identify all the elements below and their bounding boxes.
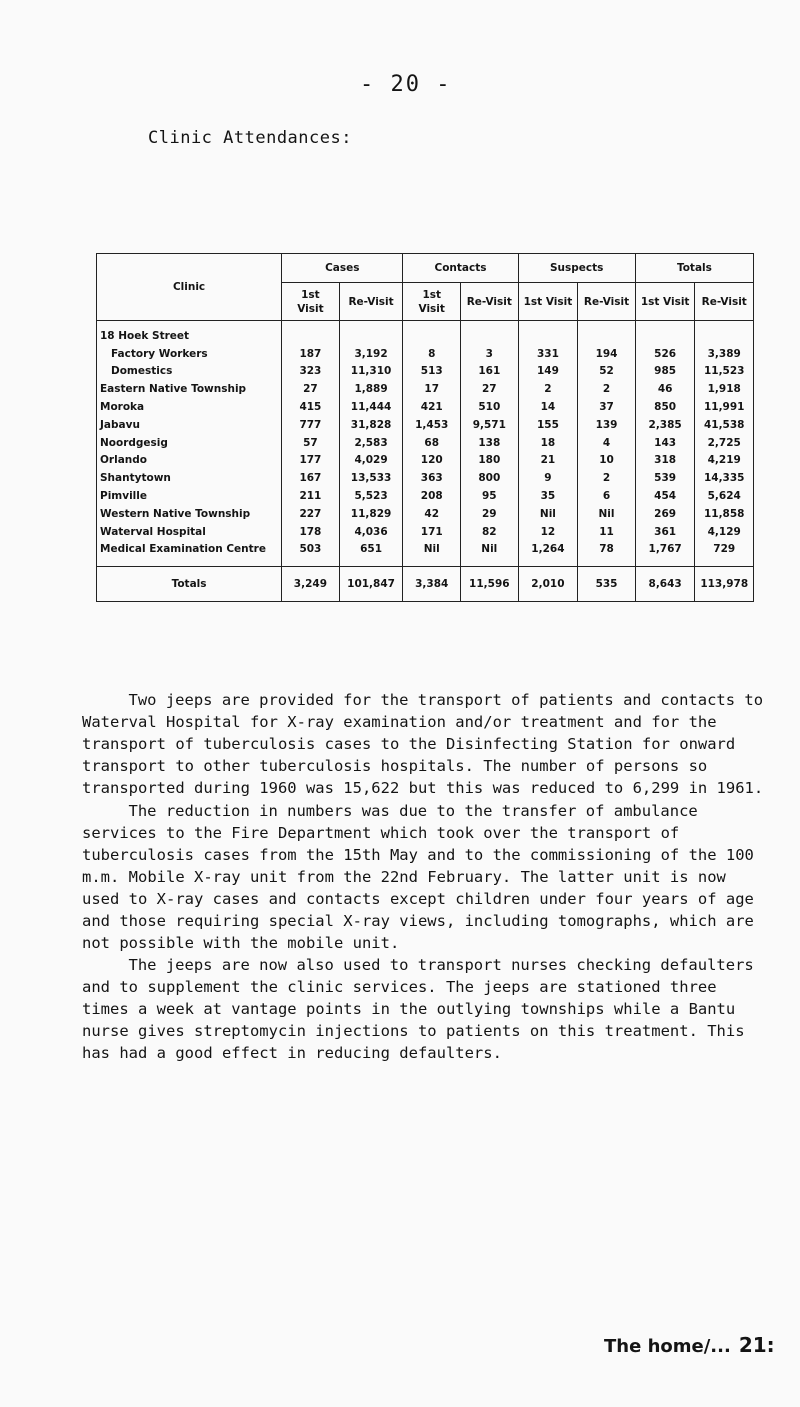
clinic-name: Western Native Township (97, 505, 282, 523)
clinic-name: Shantytown (97, 469, 282, 487)
table-cell: 2,725 (695, 434, 754, 452)
table-cell: 37 (578, 398, 636, 416)
group-header-suspects: Suspects (518, 254, 635, 283)
sub-header: 1st Visit (403, 283, 461, 321)
table-cell: 510 (461, 398, 519, 416)
table-row (97, 416, 754, 434)
table-cell: 194 (578, 345, 636, 363)
table-cell: 1,767 (635, 541, 695, 567)
clinic-name: Noordgesig (97, 434, 282, 452)
attendance-table (96, 253, 754, 602)
table-cell: 78 (578, 541, 636, 567)
table-cell: 4,036 (339, 523, 403, 541)
table-cell: 11,829 (339, 505, 403, 523)
table-cell: 178 (282, 523, 340, 541)
table-cell: 187 (282, 345, 340, 363)
clinic-name: Waterval Hospital (97, 523, 282, 541)
totals-cell: 2,010 (518, 567, 578, 602)
footer-page-ref: 21: (738, 1333, 775, 1357)
table-cell: 149 (518, 363, 578, 381)
group-header-row (97, 254, 754, 283)
totals-cell: 535 (578, 567, 636, 602)
sub-header: 1st Visit (282, 283, 340, 321)
totals-cell: 3,249 (282, 567, 340, 602)
table-cell: Nil (518, 505, 578, 523)
sub-header: 1st Visit (518, 283, 578, 321)
table-row (97, 523, 754, 541)
table-cell: 3,389 (695, 345, 754, 363)
paragraph-defaulters (82, 954, 772, 1064)
table-cell: 513 (403, 363, 461, 381)
clinic-name: Jabavu (97, 416, 282, 434)
table-cell: 208 (403, 487, 461, 505)
clinic-name: 18 Hoek Street (97, 321, 282, 345)
clinic-name: Orlando (97, 452, 282, 470)
sub-header: Re-Visit (461, 283, 519, 321)
clinic-name: Domestics (97, 363, 282, 381)
table-row (97, 434, 754, 452)
table-cell (403, 321, 461, 345)
table-cell: 177 (282, 452, 340, 470)
table-cell: 4,129 (695, 523, 754, 541)
sub-header: Re-Visit (339, 283, 403, 321)
totals-row (97, 567, 754, 602)
table-cell: 10 (578, 452, 636, 470)
table-cell: 12 (518, 523, 578, 541)
table-cell: 11,523 (695, 363, 754, 381)
table-cell: 167 (282, 469, 340, 487)
clinic-name: Pimville (97, 487, 282, 505)
sub-header: Re-Visit (578, 283, 636, 321)
table-cell: 52 (578, 363, 636, 381)
table-cell: 2 (518, 380, 578, 398)
table-cell: Nil (578, 505, 636, 523)
table-cell: 3,192 (339, 345, 403, 363)
table-cell: 361 (635, 523, 695, 541)
paragraph-text: Two jeeps are provided for the transport of patients and contacts to Waterval Hospital for X-ray examination and/or treatment and for the transport of tuberculosis cases to the Disinfecting Station for onward transport to other tuberculosis hospitals. The number of persons so transported during 1960 was 15,622 but this was reduced to 6,299 in 1961. (82, 691, 764, 797)
table-cell: 46 (635, 380, 695, 398)
table-cell (695, 321, 754, 345)
table-cell: 1,264 (518, 541, 578, 567)
paragraph-text: The reduction in numbers was due to the transfer of ambulance services to the Fire Department which took over the transport of tuberculosis cases from the 15th May and to the commissioning of the 100 m.m. Mobile X-ray unit from the 22nd February. The latter unit is now used to X-ray cases and contacts except children under four years of age and those requiring special X-ray views, including tomographs, which are not possible with the mobile unit. (82, 802, 754, 952)
table-cell: 5,523 (339, 487, 403, 505)
table-cell: 6 (578, 487, 636, 505)
table-row (97, 380, 754, 398)
table-cell: 9,571 (461, 416, 519, 434)
table-cell (518, 321, 578, 345)
table-cell (578, 321, 636, 345)
table-cell: 155 (518, 416, 578, 434)
totals-cell: 101,847 (339, 567, 403, 602)
footer (604, 1333, 775, 1357)
table-cell: 57 (282, 434, 340, 452)
table-row (97, 505, 754, 523)
clinic-name: Eastern Native Township (97, 380, 282, 398)
table-cell: 1,889 (339, 380, 403, 398)
table-cell: 269 (635, 505, 695, 523)
table-cell: 729 (695, 541, 754, 567)
table-row (97, 452, 754, 470)
table-cell: 21 (518, 452, 578, 470)
table-cell: 27 (461, 380, 519, 398)
table-cell (339, 321, 403, 345)
table-cell: 5,624 (695, 487, 754, 505)
table-cell: 503 (282, 541, 340, 567)
table-body (97, 321, 754, 567)
table-row (97, 363, 754, 381)
table-cell: 800 (461, 469, 519, 487)
paragraph-reduction (82, 800, 772, 954)
table-cell: 35 (518, 487, 578, 505)
table-cell: 139 (578, 416, 636, 434)
table-cell: 2,583 (339, 434, 403, 452)
table-cell: 2 (578, 380, 636, 398)
group-header-contacts: Contacts (403, 254, 518, 283)
table-row (97, 321, 754, 345)
group-header-cases: Cases (282, 254, 403, 283)
table-cell: 27 (282, 380, 340, 398)
table-cell: 4 (578, 434, 636, 452)
table-cell: 1,918 (695, 380, 754, 398)
table-cell: 985 (635, 363, 695, 381)
table-cell: Nil (403, 541, 461, 567)
table-row (97, 541, 754, 567)
table-cell: 4,219 (695, 452, 754, 470)
table-cell: 18 (518, 434, 578, 452)
table-cell: 42 (403, 505, 461, 523)
table-cell: 11 (578, 523, 636, 541)
table-cell: 161 (461, 363, 519, 381)
table-cell: 11,444 (339, 398, 403, 416)
table-cell: 68 (403, 434, 461, 452)
table-cell: 41,538 (695, 416, 754, 434)
totals-cell: 3,384 (403, 567, 461, 602)
table-cell: 454 (635, 487, 695, 505)
sub-header: Re-Visit (695, 283, 754, 321)
table-cell: 11,310 (339, 363, 403, 381)
table-cell: 777 (282, 416, 340, 434)
table-cell: 363 (403, 469, 461, 487)
table-cell: 2 (578, 469, 636, 487)
table-row (97, 469, 754, 487)
table-cell: 526 (635, 345, 695, 363)
table-cell: 415 (282, 398, 340, 416)
table-cell: 1,453 (403, 416, 461, 434)
table-row (97, 345, 754, 363)
table-cell: 95 (461, 487, 519, 505)
paragraph-text: The jeeps are now also used to transport nurses checking defaulters and to supplement the clinic services. The jeeps are stationed three times a week at vantage points in the outlying townships while a Bantu nurse gives streptomycin injections to patients on this treatment. This has had a good effect in reducing defaulters. (82, 956, 754, 1062)
table-cell: 13,533 (339, 469, 403, 487)
totals-cell: 11,596 (461, 567, 519, 602)
table-cell: 180 (461, 452, 519, 470)
table-row (97, 487, 754, 505)
table-cell: 14 (518, 398, 578, 416)
table-cell: 17 (403, 380, 461, 398)
paragraph-jeeps (82, 689, 772, 799)
clinic-name: Medical Examination Centre (97, 541, 282, 567)
group-header-totals: Totals (635, 254, 753, 283)
clinic-header: Clinic (97, 254, 282, 321)
totals-label: Totals (97, 567, 282, 602)
totals-cell: 8,643 (635, 567, 695, 602)
footer-catchword: The home/... (604, 1336, 731, 1357)
table-cell (461, 321, 519, 345)
clinic-name: Moroka (97, 398, 282, 416)
table-cell: 9 (518, 469, 578, 487)
table-cell: 211 (282, 487, 340, 505)
table-cell: 331 (518, 345, 578, 363)
page-heading: Clinic Attendances: (148, 128, 352, 148)
table-cell: 421 (403, 398, 461, 416)
table-cell: 2,385 (635, 416, 695, 434)
table-cell: 11,858 (695, 505, 754, 523)
page-number: - 20 - (360, 72, 452, 97)
table-cell: 31,828 (339, 416, 403, 434)
table-cell (635, 321, 695, 345)
sub-header: 1st Visit (635, 283, 695, 321)
table-cell: 11,991 (695, 398, 754, 416)
table-cell (282, 321, 340, 345)
table-cell: 850 (635, 398, 695, 416)
table-cell: 227 (282, 505, 340, 523)
table-cell: 29 (461, 505, 519, 523)
table-cell: Nil (461, 541, 519, 567)
table-cell: 14,335 (695, 469, 754, 487)
table-cell: 143 (635, 434, 695, 452)
table-cell: 120 (403, 452, 461, 470)
table-cell: 82 (461, 523, 519, 541)
table-cell: 318 (635, 452, 695, 470)
table-cell: 171 (403, 523, 461, 541)
clinic-name: Factory Workers (97, 345, 282, 363)
table-cell: 3 (461, 345, 519, 363)
totals-cell: 113,978 (695, 567, 754, 602)
table-cell: 651 (339, 541, 403, 567)
table-row (97, 398, 754, 416)
table-cell: 4,029 (339, 452, 403, 470)
table-cell: 8 (403, 345, 461, 363)
attendance-table-wrapper (96, 253, 754, 602)
table-cell: 138 (461, 434, 519, 452)
table-cell: 323 (282, 363, 340, 381)
table-cell: 539 (635, 469, 695, 487)
